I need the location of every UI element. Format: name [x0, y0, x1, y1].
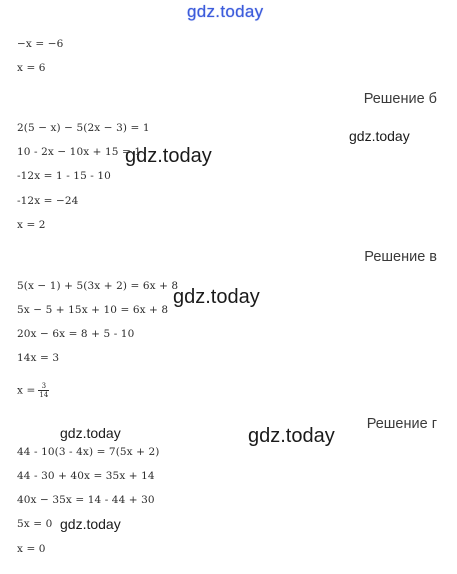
equation-line: 14x = 3: [17, 352, 60, 364]
fraction-numerator: 3: [38, 382, 49, 391]
equation-line: −x = −6: [17, 38, 64, 50]
watermark: gdz.today: [248, 425, 335, 447]
watermark: gdz.today: [349, 128, 410, 144]
equation-line: 5(x − 1) + 5(3x + 2) = 6x + 8: [17, 280, 179, 292]
fraction-denominator: 14: [39, 391, 49, 399]
watermark-top: gdz.today: [187, 2, 264, 21]
fraction: [38, 382, 49, 399]
watermark: gdz.today: [60, 516, 121, 532]
equation-line: 10 - 2x − 10x + 15 = 1: [17, 146, 142, 158]
equation-line: 2(5 − x) − 5(2x − 3) = 1: [17, 122, 150, 134]
equation-line: 40x − 35x = 14 - 44 + 30: [17, 494, 155, 506]
watermark: gdz.today: [60, 425, 121, 441]
equation-line: 5x − 5 + 15x + 10 = 6x + 8: [17, 304, 169, 316]
solution-heading-v: Решение в: [364, 249, 437, 265]
watermark: gdz.today: [125, 145, 212, 167]
equation-line: 20x − 6x = 8 + 5 - 10: [17, 328, 135, 340]
equation-line: -12x = −24: [17, 195, 79, 207]
solution-heading-b: Решение б: [363, 91, 437, 107]
equation-line: 44 - 10(3 - 4x) = 7(5x + 2): [17, 446, 160, 458]
answer-lhs: x =: [17, 384, 36, 397]
equation-answer: [17, 382, 49, 399]
equation-line: 44 - 30 + 40x = 35x + 14: [17, 470, 155, 482]
equation-line: -12x = 1 - 15 - 10: [17, 170, 111, 182]
equation-line: x = 6: [17, 62, 46, 74]
equation-line: x = 2: [17, 219, 46, 231]
solution-heading-g: Решение г: [366, 416, 437, 432]
equation-line: 5x = 0: [17, 518, 53, 530]
equation-line: x = 0: [17, 543, 46, 555]
watermark: gdz.today: [173, 286, 260, 308]
